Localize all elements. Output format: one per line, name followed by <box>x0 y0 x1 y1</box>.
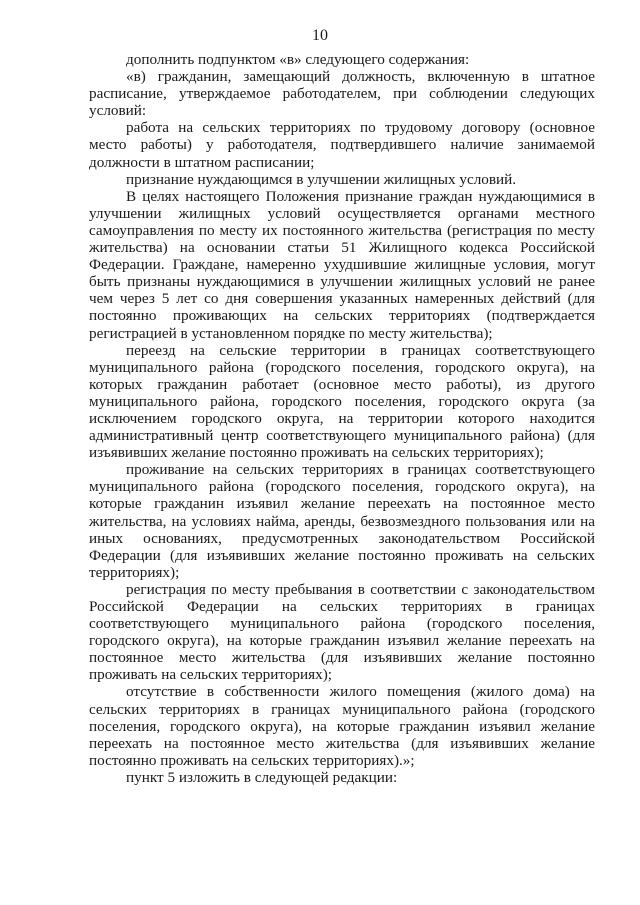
document-body <box>89 51 595 786</box>
paragraph-residence: проживание на сельских территориях в границах соответствующего муниципального района (городского поселения, городского округа), на которые гражданин изъявил желание переехать на постоянное место жительства, на условиях найма, аренды, безвозмездного пользования или на иных основаниях, предусмотренных законодательством Российской Федерации (для изъявивших желание постоянно проживать на сельских территориях); <box>89 461 595 581</box>
page-number: 10 <box>312 27 328 44</box>
paragraph-registration: регистрация по месту пребывания в соответствии с законодательством Российской Федерации на сельских территориях в границах соответствующего муниципального района (городского поселения, городского округа), на которые гражданин изъявил желание переехать на постоянное место жительства (для изъявивших желание постоянно проживать на сельских территориях); <box>89 580 595 684</box>
paragraph-housing-need-definition: В целях настоящего Положения признание граждан нуждающимися в улучшении жилищных условий осуществляется органами местного самоуправления по месту их постоянного жительства (регистрация по месту жительства) на основании статьи 51 Жилищного кодекса Российской Федерации. Граждане, намеренно ухудшившие жилищные условия, могут быть признаны нуждающимися в улучшении жилищных условий не ранее чем через 5 лет со дня совершения указанных намеренных действий (для постоянно проживающих на сельских территориях (подтверждается регистрацией в установленном порядке по месту жительства); <box>89 187 595 342</box>
paragraph-subpoint-v: «в) гражданин, замещающий должность, включенную в штатное расписание, утверждаемое работодателем, при соблюдении следующих условий: <box>89 68 595 120</box>
paragraph-no-property: отсутствие в собственности жилого помещения (жилого дома) на сельских территориях в границах муниципального района (городского поселения, городского округа), на которые гражданин изъявил желание переехать на постоянное место жительства (для изъявивших желание постоянно проживать на сельских территориях).»; <box>89 683 595 769</box>
paragraph-amend-intro: дополнить подпунктом «в» следующего содержания: <box>126 51 470 68</box>
paragraph-item5-intro: пункт 5 изложить в следующей редакции: <box>126 768 398 786</box>
paragraph-condition-housing-need: признание нуждающимся в улучшении жилищных условий. <box>126 170 517 188</box>
paragraph-relocation: переезд на сельские территории в границах соответствующего муниципального района (городского поселения, городского округа), на которых гражданин работает (основное место работы), из другого муниципального района, городского поселения, городского округа (за исключением городского округа, на территории которого находится административный центр соответствующего муниципального района) (для изъявивших желание постоянно проживать на сельских территориях); <box>89 341 595 462</box>
paragraph-condition-employment: работа на сельских территориях по трудовому договору (основное место работы) у работодателя, подтвердившего наличие занимаемой должности в штатном расписании; <box>89 119 595 171</box>
